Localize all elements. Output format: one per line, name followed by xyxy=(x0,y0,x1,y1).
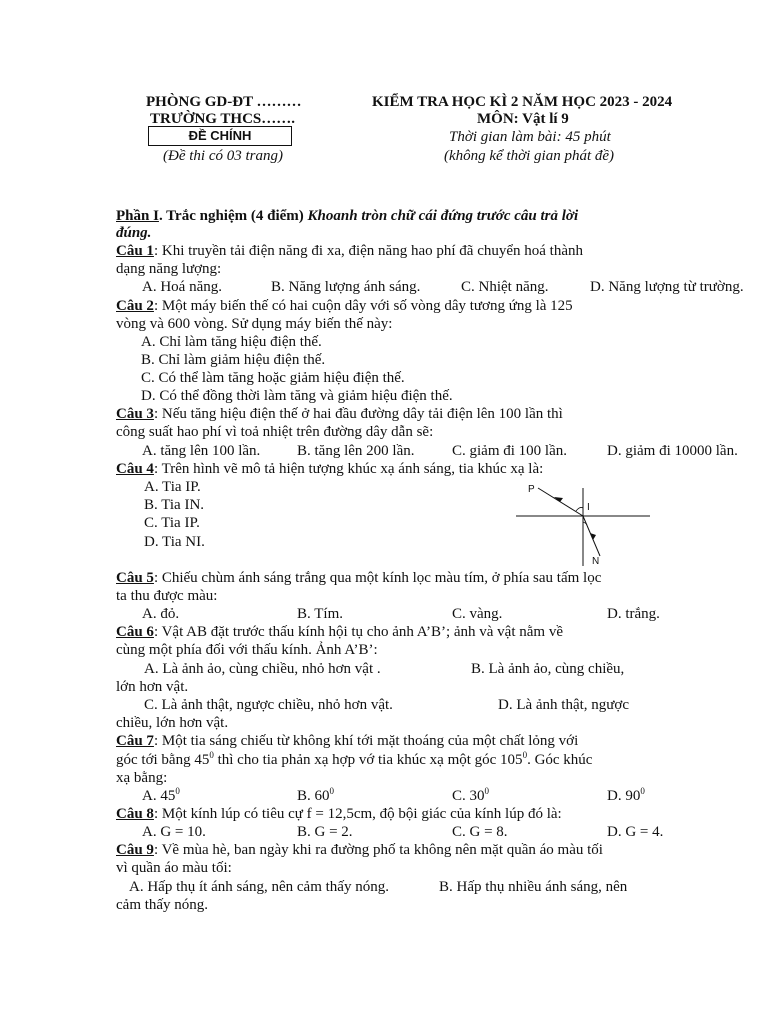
incidence-angle-arc xyxy=(576,507,583,511)
answer-option[interactable]: B. Hấp thụ nhiều ánh sáng, nên xyxy=(439,879,628,895)
point-p-label: P xyxy=(528,484,535,495)
question-4 xyxy=(116,460,543,478)
part-1-label: Phần I xyxy=(116,208,159,224)
answer-option[interactable]: D. Năng lượng từ trường. xyxy=(590,279,744,295)
question-label: Câu 9 xyxy=(116,842,154,858)
refracted-arrow-icon xyxy=(590,533,596,540)
question-text: : Về mùa hè, ban ngày khi ra đường phố ta không nên mặt quần áo màu tối xyxy=(153,842,603,858)
answer-option[interactable]: B. Tím. xyxy=(297,606,343,622)
answer-option[interactable]: A. G = 10. xyxy=(142,824,206,840)
answer-option[interactable] xyxy=(607,787,645,805)
answer-option[interactable]: D. trắng. xyxy=(607,606,660,622)
part-1-instruction-cont: đúng. xyxy=(116,225,152,241)
text-run: thì cho tia phản xạ hợp vớ tia khúc xạ một góc 105 xyxy=(213,752,523,768)
question-label: Câu 6 xyxy=(116,624,154,640)
answer-option-cont: cảm thấy nóng. xyxy=(116,897,209,913)
answer-option[interactable]: D. Là ảnh thật, ngược xyxy=(498,697,630,713)
answer-option[interactable]: B. Năng lượng ánh sáng. xyxy=(271,279,421,295)
school-name: TRƯỜNG THCS……. xyxy=(150,111,296,127)
option-text: C. 30 xyxy=(452,788,485,804)
question-label: Câu 4 xyxy=(116,461,154,477)
degree-mark: 0 xyxy=(329,786,335,796)
question-3 xyxy=(116,405,563,423)
question-6 xyxy=(116,623,563,641)
answer-option[interactable] xyxy=(452,787,489,805)
question-text-cont: ta thu được màu: xyxy=(116,588,218,604)
question-text: : Vật AB đặt trước thấu kính hội tụ cho ảnh A’B’; ảnh và vật nằm về xyxy=(153,624,563,640)
answer-option[interactable] xyxy=(297,787,334,805)
part-1-instruction: Khoanh tròn chữ cái đứng trước câu trả lời xyxy=(307,208,579,224)
answer-option[interactable]: B. G = 2. xyxy=(297,824,353,840)
answer-option-cont: chiều, lớn hơn vật. xyxy=(116,715,229,731)
answer-option[interactable]: A. Hấp thụ ít ánh sáng, nên cảm thấy nóng. xyxy=(129,879,389,895)
exam-title: KIỂM TRA HỌC KÌ 2 NĂM HỌC 2023 - 2024 xyxy=(372,94,673,110)
question-text: : Một máy biến thế có hai cuộn dây với số vòng dây tương ứng là 125 xyxy=(153,298,573,314)
question-text: : Một kính lúp có tiêu cự f = 12,5cm, độ bội giác của kính lúp đó là: xyxy=(153,806,562,822)
question-2 xyxy=(116,297,573,315)
degree-mark: 0 xyxy=(175,786,180,796)
question-label: Câu 5 xyxy=(116,570,154,586)
question-text-cont: dạng năng lượng: xyxy=(116,261,222,277)
answer-option[interactable]: D. giảm đi 10000 lần. xyxy=(607,443,738,459)
question-label: Câu 8 xyxy=(116,806,154,822)
answer-option[interactable]: B. Là ảnh ảo, cùng chiều, xyxy=(471,661,625,677)
degree-mark: 0 xyxy=(640,786,645,796)
answer-option[interactable]: C. Tia IP. xyxy=(144,515,200,531)
degree-mark: 0 xyxy=(484,786,490,796)
question-text: : Khi truyền tải điện năng đi xa, điện năng hao phí đã chuyển hoá thành xyxy=(153,243,583,259)
answer-option[interactable]: A. Hoá năng. xyxy=(142,279,222,295)
answer-option[interactable]: A. đỏ. xyxy=(142,606,180,622)
exam-subject: MÔN: Vật lí 9 xyxy=(477,111,569,127)
question-text-cont: cùng một phía đối với thấu kính. Ảnh A’B’: xyxy=(116,642,378,658)
superscript: 0 xyxy=(522,750,528,760)
question-label: Câu 7 xyxy=(116,733,154,749)
answer-option-cont: lớn hơn vật. xyxy=(116,679,189,695)
answer-option[interactable]: C. giảm đi 100 lần. xyxy=(452,443,567,459)
question-text-cont: xạ bằng: xyxy=(116,770,168,786)
question-text-cont: vòng và 600 vòng. Sử dụng máy biến thế này: xyxy=(116,316,393,332)
question-text-cont: công suất hao phí vì toả nhiệt trên đường dây dẫn sẽ: xyxy=(116,424,434,440)
question-label: Câu 1 xyxy=(116,243,154,259)
answer-option[interactable]: C. G = 8. xyxy=(452,824,508,840)
answer-option[interactable]: C. Là ảnh thật, ngược chiều, nhỏ hơn vật. xyxy=(144,697,393,713)
answer-option[interactable]: D. Có thể đồng thời làm tăng và giảm hiệu điện thế. xyxy=(141,388,453,404)
question-text: : Nếu tăng hiệu điện thế ở hai đầu đường dây tải điện lên 100 lần thì xyxy=(153,406,563,422)
text-run: góc tới bằng 45 xyxy=(116,752,210,768)
question-5 xyxy=(116,569,601,587)
official-exam-stamp: ĐỀ CHÍNH xyxy=(148,126,292,146)
text-run: . Góc khúc xyxy=(527,752,593,768)
answer-option[interactable]: B. tăng lên 200 lần. xyxy=(297,443,415,459)
question-text-cont xyxy=(116,751,592,769)
question-1 xyxy=(116,242,583,260)
exam-duration: Thời gian làm bài: 45 phút xyxy=(449,129,611,145)
answer-option[interactable]: D. Tia NI. xyxy=(144,534,205,550)
answer-option[interactable]: C. Có thể làm tăng hoặc giảm hiệu điện thế. xyxy=(141,370,405,386)
answer-option[interactable]: A. Tia IP. xyxy=(144,479,201,495)
option-text: B. 60 xyxy=(297,788,330,804)
part-1-title: . Trắc nghiệm (4 điểm) xyxy=(158,208,308,224)
option-text: A. 45 xyxy=(142,788,176,804)
answer-option[interactable]: A. Chỉ làm tăng hiệu điện thế. xyxy=(141,334,322,350)
answer-option[interactable]: B. Chỉ làm giảm hiệu điện thế. xyxy=(141,352,326,368)
option-text: D. 90 xyxy=(607,788,641,804)
question-text: : Chiếu chùm ánh sáng trắng qua một kính lọc màu tím, ở phía sau tấm lọc xyxy=(153,570,602,586)
refraction-diagram xyxy=(510,478,660,570)
question-7 xyxy=(116,732,578,750)
question-label: Câu 2 xyxy=(116,298,154,314)
page-count-note: (Đề thi có 03 trang) xyxy=(163,148,283,164)
question-text-cont: vì quần áo màu tối: xyxy=(116,860,232,876)
exam-duration-note: (không kể thời gian phát đề) xyxy=(444,148,615,164)
answer-option[interactable]: B. Tia IN. xyxy=(144,497,205,513)
question-8 xyxy=(116,805,562,823)
superscript: 0 xyxy=(209,750,214,760)
part-1-heading xyxy=(116,207,578,225)
question-text: : Trên hình vẽ mô tả hiện tượng khúc xạ ánh sáng, tia khúc xạ là: xyxy=(153,461,544,477)
question-9 xyxy=(116,841,603,859)
answer-option[interactable] xyxy=(142,787,180,805)
answer-option[interactable]: A. tăng lên 100 lần. xyxy=(142,443,261,459)
question-text: : Một tia sáng chiếu từ không khí tới mặt thoáng của một chất lỏng với xyxy=(153,733,579,749)
answer-option[interactable]: A. Là ảnh ảo, cùng chiều, nhỏ hơn vật . xyxy=(144,661,381,677)
answer-option[interactable]: C. vàng. xyxy=(452,606,503,622)
department-header: PHÒNG GD-ĐT ……… xyxy=(146,94,302,110)
point-i-label: I xyxy=(587,502,590,513)
answer-option[interactable]: D. G = 4. xyxy=(607,824,664,840)
point-n-label: N xyxy=(592,556,600,567)
answer-option[interactable]: C. Nhiệt năng. xyxy=(461,279,549,295)
question-label: Câu 3 xyxy=(116,406,154,422)
incident-ray xyxy=(538,488,583,516)
